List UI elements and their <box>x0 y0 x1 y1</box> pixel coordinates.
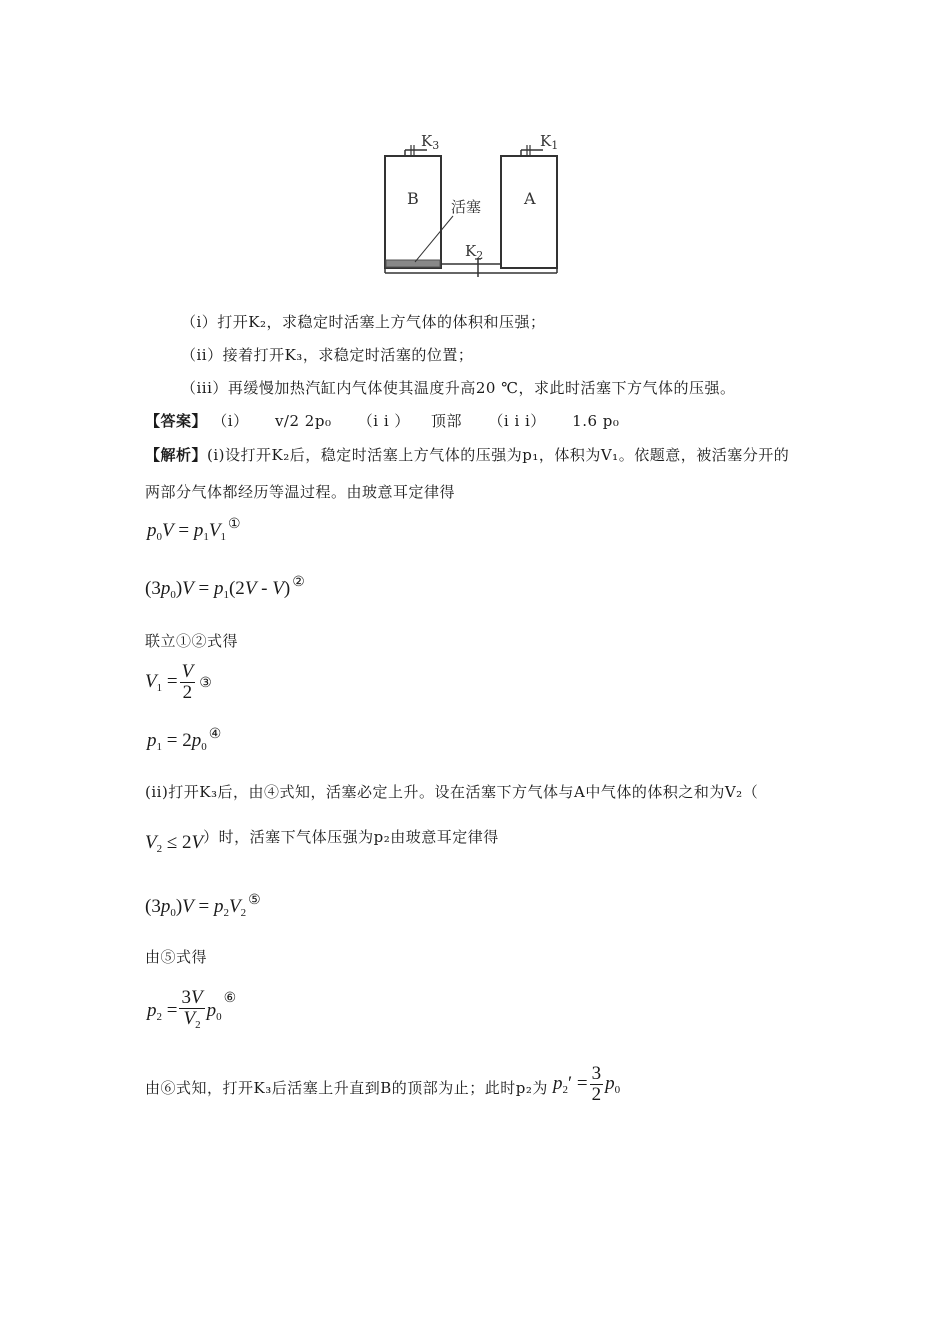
answer-iii-label: （i i i） <box>488 412 546 430</box>
answer-ii-value: 顶部 <box>431 412 463 430</box>
equation-2: $(3p_0)V = p_1(2V - V)$ ② <box>145 575 305 601</box>
analysis-text1: (i)设打开K₂后，稳定时活塞上方气体的压强为p₁，体积为V₁。依题意，被活塞分开的 <box>207 446 790 464</box>
label-k1: $K_1$ <box>540 132 559 152</box>
circle-3: ③ <box>199 675 212 691</box>
equation-6: $p_2$ = $\frac{3V}{V_2}$ $p_0^⑥$ <box>147 987 237 1031</box>
analysis-ii-text: ）时，活塞下气体压强为p₂由玻意耳定律得 <box>203 828 499 846</box>
piston <box>386 260 440 267</box>
circle-6: ⑥ <box>223 990 237 1006</box>
equation-4: $p_1 = 2p_0^④$ <box>147 727 222 753</box>
apparatus-diagram <box>375 128 575 280</box>
label-k3: $K_3$ <box>421 132 440 152</box>
answer-line <box>145 410 619 431</box>
circle-1: ① <box>227 517 241 532</box>
question-i: （i）打开K₂，求稳定时活塞上方气体的体积和压强； <box>181 313 546 331</box>
label-k2: $K_2$ <box>465 242 484 262</box>
equation-3: $V_1$ = $\frac{V}{2}$ ③ <box>145 661 212 703</box>
from6-text: 由⑥式知，打开K₃后活塞上升直到B的顶部为止；此时p₂为 <box>145 1078 548 1097</box>
circle-5: ⑤ <box>248 893 261 908</box>
answer-iii-value: 1.6 p₀ <box>572 412 620 430</box>
analysis-ii-line1: (ii)打开K₃后，由④式知，活塞必定上升。设在活塞下方气体与A中气体的体积之和为V₂（ <box>145 783 759 801</box>
circle-4: ④ <box>208 727 222 742</box>
circle-2: ② <box>292 575 305 590</box>
label-b: B <box>407 189 419 208</box>
answer-label: 【答案】 <box>145 412 208 430</box>
question-iii: （iii）再缓慢加热汽缸内气体使其温度升高20 ℃，求此时活塞下方气体的压强。 <box>181 379 736 397</box>
from5-text: 由⑤式得 <box>145 948 208 966</box>
answer-i-values: v/2 2p₀ <box>274 412 332 430</box>
question-ii: （ii）接着打开K₃，求稳定时活塞的位置； <box>181 346 474 364</box>
cylinder-b <box>385 156 441 268</box>
analysis-line1 <box>145 444 789 465</box>
from6-line: 由⑥式知，打开K₃后活塞上升直到B的顶部为止；此时p₂为 $p_2'$ = $\frac{3}{2}$ $p_0$ <box>145 1063 621 1105</box>
label-piston: 活塞 <box>451 198 482 216</box>
label-a: A <box>524 189 536 208</box>
answer-i-label: （i） <box>212 412 249 430</box>
analysis-label: 【解析】 <box>145 446 208 464</box>
cylinder-a <box>501 156 557 268</box>
equation-5: $(3p_0)V = p_2V_2^⑤$ <box>145 893 261 919</box>
equation-1: $p_0V = p_1V_1^①$ <box>147 517 241 543</box>
analysis-ii-line2: $V_2 \le 2V$）时，活塞下气体压强为p₂由玻意耳定律得 <box>145 828 499 855</box>
analysis-line2: 两部分气体都经历等温过程。由玻意耳定律得 <box>145 483 456 501</box>
answer-ii-label: （i i ） <box>357 412 410 430</box>
combine-text: 联立①②式得 <box>145 632 239 650</box>
